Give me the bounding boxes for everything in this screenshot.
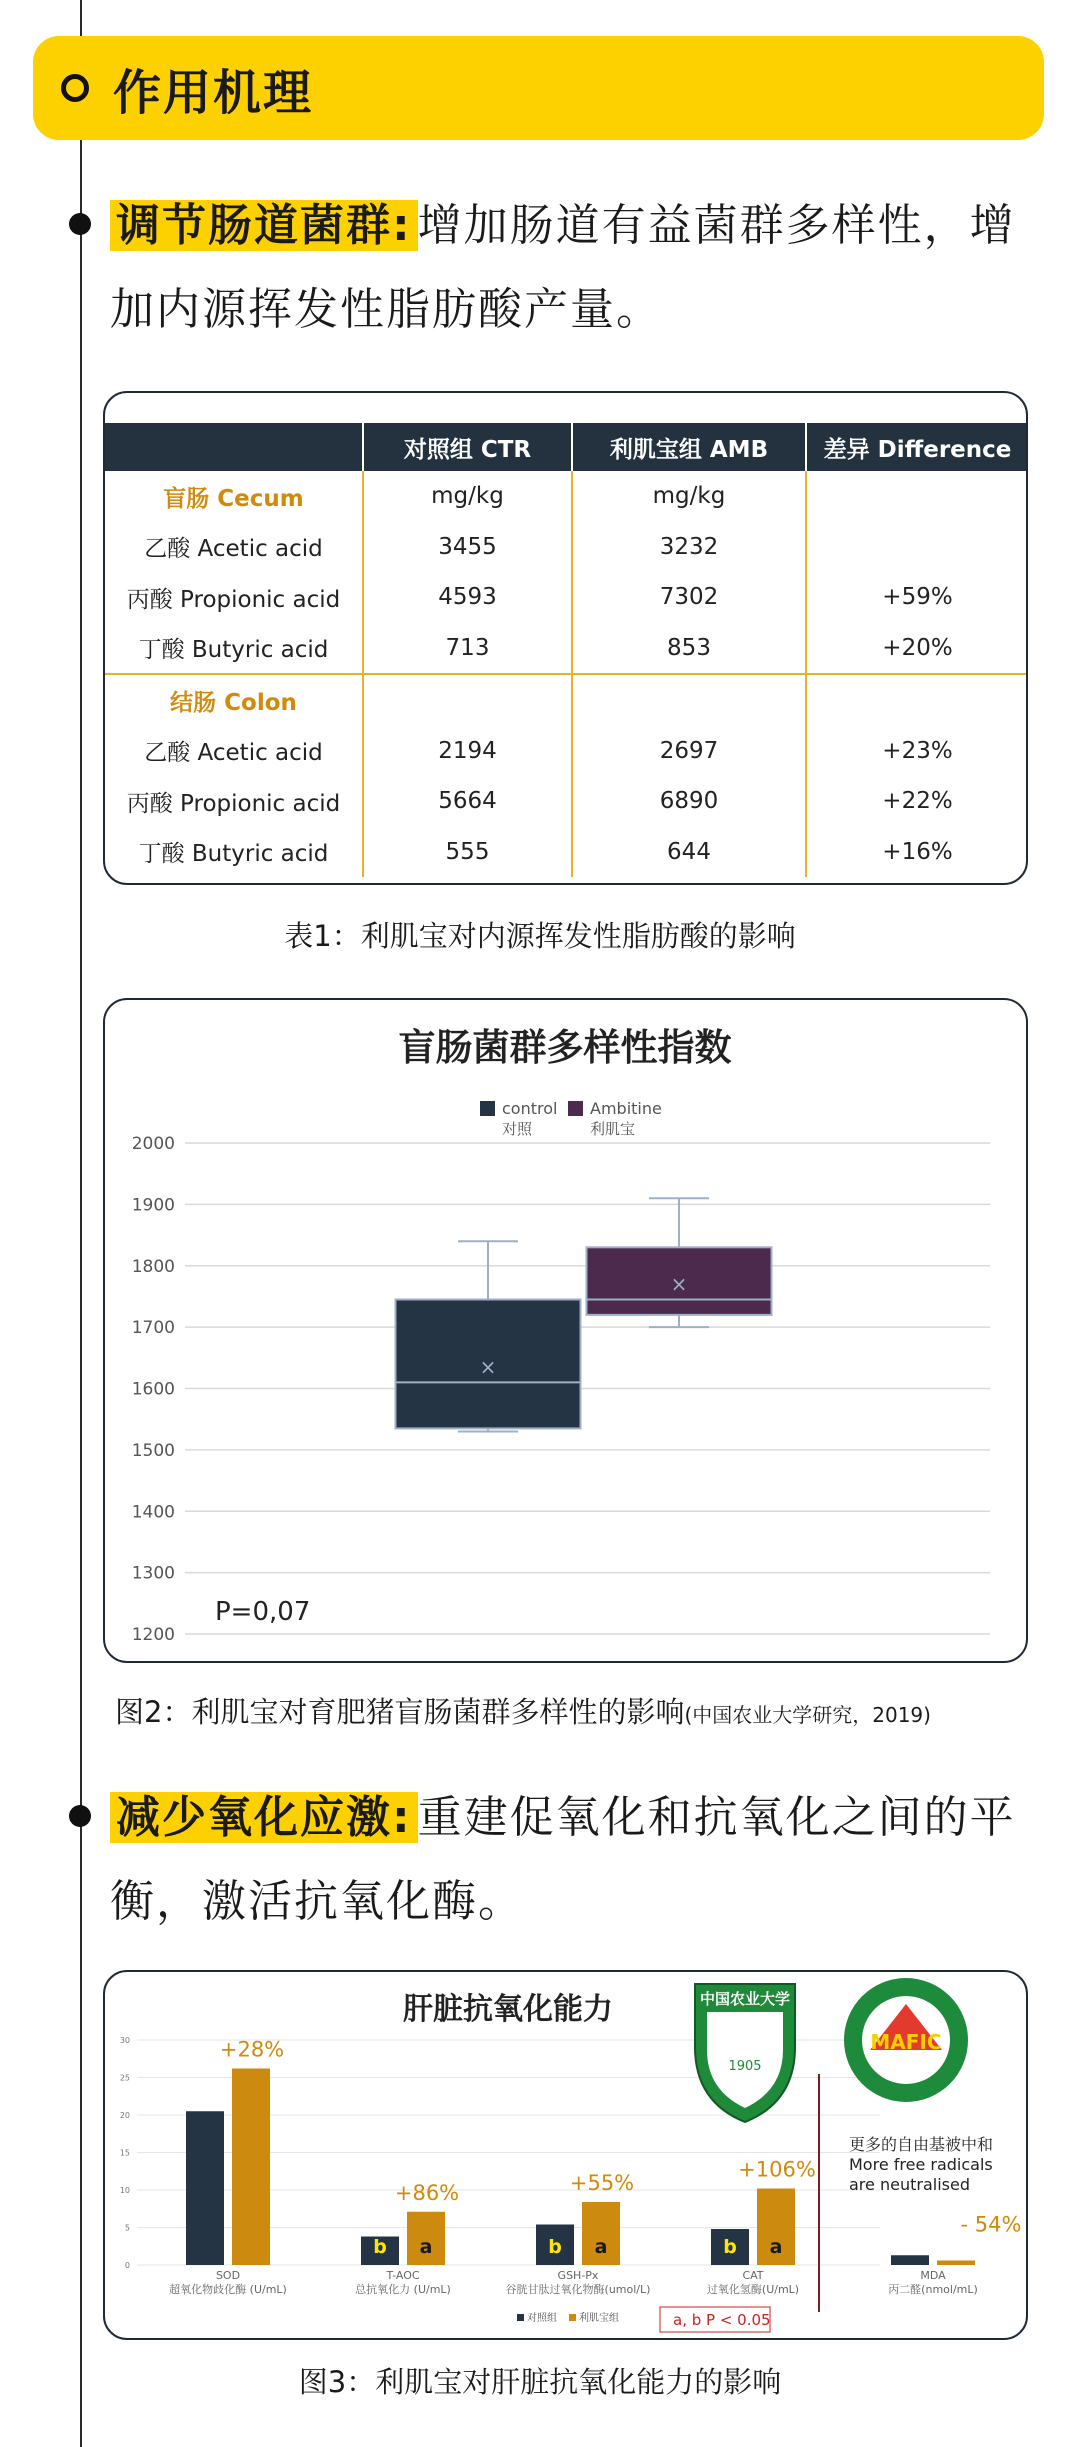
- y-tick-label: 1400: [131, 1502, 175, 1523]
- chart2-caption: [115, 1690, 931, 1731]
- y-tick-label: 1300: [131, 1563, 175, 1584]
- table-cell: [806, 674, 1028, 726]
- point2-line2: 衡，激活抗氧化酶。: [110, 1876, 524, 1927]
- table-cell: 4593: [363, 572, 572, 623]
- table-row: [105, 726, 1028, 777]
- point1-highlight: 调节肠道菌群:: [110, 200, 418, 251]
- antioxidant-chart: [105, 1972, 1026, 2338]
- significance-note: a, b P < 0.05: [673, 2311, 771, 2329]
- y-tick-label: 10: [119, 2186, 130, 2195]
- table-cell: 644: [572, 827, 806, 878]
- x-category-label-cn: 超氧化物歧化酶 (U/mL): [169, 2283, 287, 2296]
- scfa-table-card: [103, 391, 1028, 885]
- bar-control: [891, 2255, 929, 2265]
- legend-label: Ambitine: [590, 1099, 662, 1118]
- bar-control: [186, 2111, 224, 2265]
- table-row-label: 丙酸 Propionic acid: [126, 790, 341, 817]
- point2-text: [110, 1776, 1045, 1944]
- table-cell: +16%: [806, 827, 1028, 878]
- change-label: +55%: [569, 2171, 635, 2195]
- table-cell: 3232: [572, 522, 806, 573]
- table-cell: 2697: [572, 726, 806, 777]
- section-banner: [33, 36, 1044, 140]
- table1-caption: 表1：利肌宝对内源挥发性脂肪酸的影响: [284, 919, 796, 953]
- table-row: [105, 827, 1028, 878]
- table-row-label: 乙酸 Acetic acid: [144, 740, 323, 767]
- y-tick-label: 2000: [131, 1134, 175, 1154]
- note-en-line2: are neutralised: [849, 2175, 970, 2194]
- scfa-table: [105, 423, 1028, 877]
- boxplot-card: [103, 998, 1028, 1663]
- table-row-label: 结肠 Colon: [105, 674, 363, 726]
- y-tick-label: 20: [119, 2111, 130, 2120]
- table-cell: 3455: [363, 522, 572, 573]
- table-row: [105, 776, 1028, 827]
- point2-highlight: 减少氧化应激:: [110, 1792, 418, 1843]
- significance-letter: a: [769, 2236, 783, 2258]
- table-row: [105, 623, 1028, 675]
- table-cell: 713: [363, 623, 572, 675]
- y-tick-label: 1500: [131, 1440, 175, 1461]
- mafic-logo-text: MAFIC: [870, 2030, 942, 2054]
- table-cell: 6890: [572, 776, 806, 827]
- legend-swatch: [480, 1101, 495, 1116]
- table-cell: +23%: [806, 726, 1028, 777]
- y-tick-label: 1900: [131, 1195, 175, 1216]
- chart3-caption: 图3：利肌宝对肝脏抗氧化能力的影响: [298, 2365, 782, 2399]
- table-cell: [363, 674, 572, 726]
- y-tick-label: 0: [124, 2261, 130, 2270]
- point1-line1: 增加肠道有益菌群多样性，增: [417, 200, 1016, 251]
- chart-title: 肝脏抗氧化能力: [403, 1992, 613, 2027]
- change-label: +106%: [738, 2157, 816, 2182]
- table-cell: +59%: [806, 572, 1028, 623]
- change-label: +86%: [394, 2180, 460, 2205]
- table-row-label: 丙酸 Propionic acid: [126, 586, 341, 613]
- note-cn: 更多的自由基被中和: [849, 2135, 994, 2154]
- legend-swatch: [569, 2314, 576, 2321]
- y-tick-label: 5: [124, 2223, 130, 2233]
- x-category-label: SOD: [215, 2269, 241, 2282]
- significance-letter: b: [548, 2236, 562, 2258]
- table-cell: mg/kg: [363, 471, 572, 522]
- table-header: 利肌宝组 AMB: [572, 423, 806, 471]
- table-row: [105, 674, 1028, 726]
- section-title: 作用机理: [113, 64, 314, 121]
- table-cell: 5664: [363, 776, 572, 827]
- x-category-label-cn: 总抗氧化力 (U/mL): [355, 2283, 451, 2296]
- table-row-label: 盲肠 Cecum: [163, 485, 304, 512]
- bullet-dot: [69, 1805, 91, 1827]
- y-tick-label: 15: [119, 2148, 130, 2158]
- significance-letter: a: [594, 2236, 608, 2258]
- table-row-label: 丁酸 Butyric acid: [138, 637, 329, 664]
- table-row: [105, 471, 1028, 522]
- significance-letter: b: [723, 2236, 737, 2258]
- y-tick-label: 1200: [131, 1625, 175, 1645]
- significance-letter: b: [373, 2236, 387, 2258]
- table-row: [105, 572, 1028, 623]
- x-category-label: CAT: [742, 2269, 764, 2282]
- circle-icon: [61, 74, 89, 102]
- point1-line2: 加内源挥发性脂肪酸产量。: [110, 284, 662, 335]
- point1-text: [110, 184, 1045, 352]
- significance-letter: a: [419, 2236, 433, 2258]
- x-category-label-cn: 过氧化氢酶(U/mL): [706, 2283, 800, 2296]
- bar-ambitine: [937, 2261, 975, 2266]
- note-en-line1: More free radicals: [849, 2155, 993, 2174]
- y-tick-label: 1600: [131, 1379, 175, 1400]
- legend-label-cn: 对照: [502, 1120, 533, 1138]
- table-header-row: [105, 423, 1028, 471]
- legend-swatch: [568, 1101, 583, 1116]
- bar-ambitine: [232, 2069, 270, 2266]
- chart2-caption-source: (中国农业大学研究，2019): [684, 1703, 931, 1727]
- table-cell: +22%: [806, 776, 1028, 827]
- point2-line1: 重建促氧化和抗氧化之间的平: [417, 1792, 1016, 1843]
- y-tick-label: 1700: [131, 1318, 175, 1339]
- table-cell: 853: [572, 623, 806, 675]
- y-tick-label: 1800: [131, 1256, 175, 1277]
- timeline-line: [80, 0, 82, 2447]
- p-value-annotation: P=0,07: [215, 1597, 311, 1627]
- table-cell: [806, 471, 1028, 522]
- x-category-label-cn: 谷胱甘肽过氧化物酶(umol/L): [505, 2283, 651, 2296]
- x-category-label: T-AOC: [386, 2269, 420, 2282]
- chart2-caption-main: 图2：利肌宝对育肥猪盲肠菌群多样性的影响: [115, 1695, 685, 1729]
- table-cell: [572, 674, 806, 726]
- x-category-label-cn: 丙二醛(nmol/mL): [888, 2283, 978, 2296]
- legend-label: 对照组: [527, 2313, 557, 2324]
- mean-marker: ×: [479, 1355, 497, 1380]
- university-logo-text: 中国农业大学: [699, 1990, 791, 2008]
- table-header: 对照组 CTR: [363, 423, 572, 471]
- legend-label: 利肌宝组: [579, 2313, 619, 2324]
- table-header: 差异 Difference: [806, 423, 1028, 471]
- change-label: - 54%: [960, 2212, 1022, 2237]
- x-category-label: GSH-Px: [557, 2269, 599, 2282]
- y-tick-label: 30: [119, 2036, 130, 2045]
- university-logo-year: 1905: [728, 2059, 762, 2074]
- y-tick-label: 25: [119, 2073, 130, 2083]
- legend-label-cn: 利肌宝: [590, 1120, 636, 1138]
- legend-swatch: [517, 2314, 524, 2321]
- mean-marker: ×: [670, 1272, 688, 1297]
- legend-label: control: [502, 1099, 558, 1118]
- antioxidant-card: [103, 1970, 1028, 2340]
- table-row-label: 丁酸 Butyric acid: [138, 841, 329, 868]
- bullet-dot: [69, 213, 91, 235]
- table-cell: mg/kg: [572, 471, 806, 522]
- chart-title: 盲肠菌群多样性指数: [398, 1026, 732, 1069]
- table-header: [105, 423, 363, 471]
- table-cell: 555: [363, 827, 572, 878]
- change-label: +28%: [219, 2037, 285, 2062]
- table-cell: +20%: [806, 623, 1028, 675]
- table-cell: 7302: [572, 572, 806, 623]
- x-category-label: MDA: [920, 2269, 946, 2282]
- boxplot-chart: [105, 1000, 1026, 1661]
- table-row: [105, 522, 1028, 573]
- table-row-label: 乙酸 Acetic acid: [144, 536, 323, 563]
- table-cell: 2194: [363, 726, 572, 777]
- table-cell: [806, 522, 1028, 573]
